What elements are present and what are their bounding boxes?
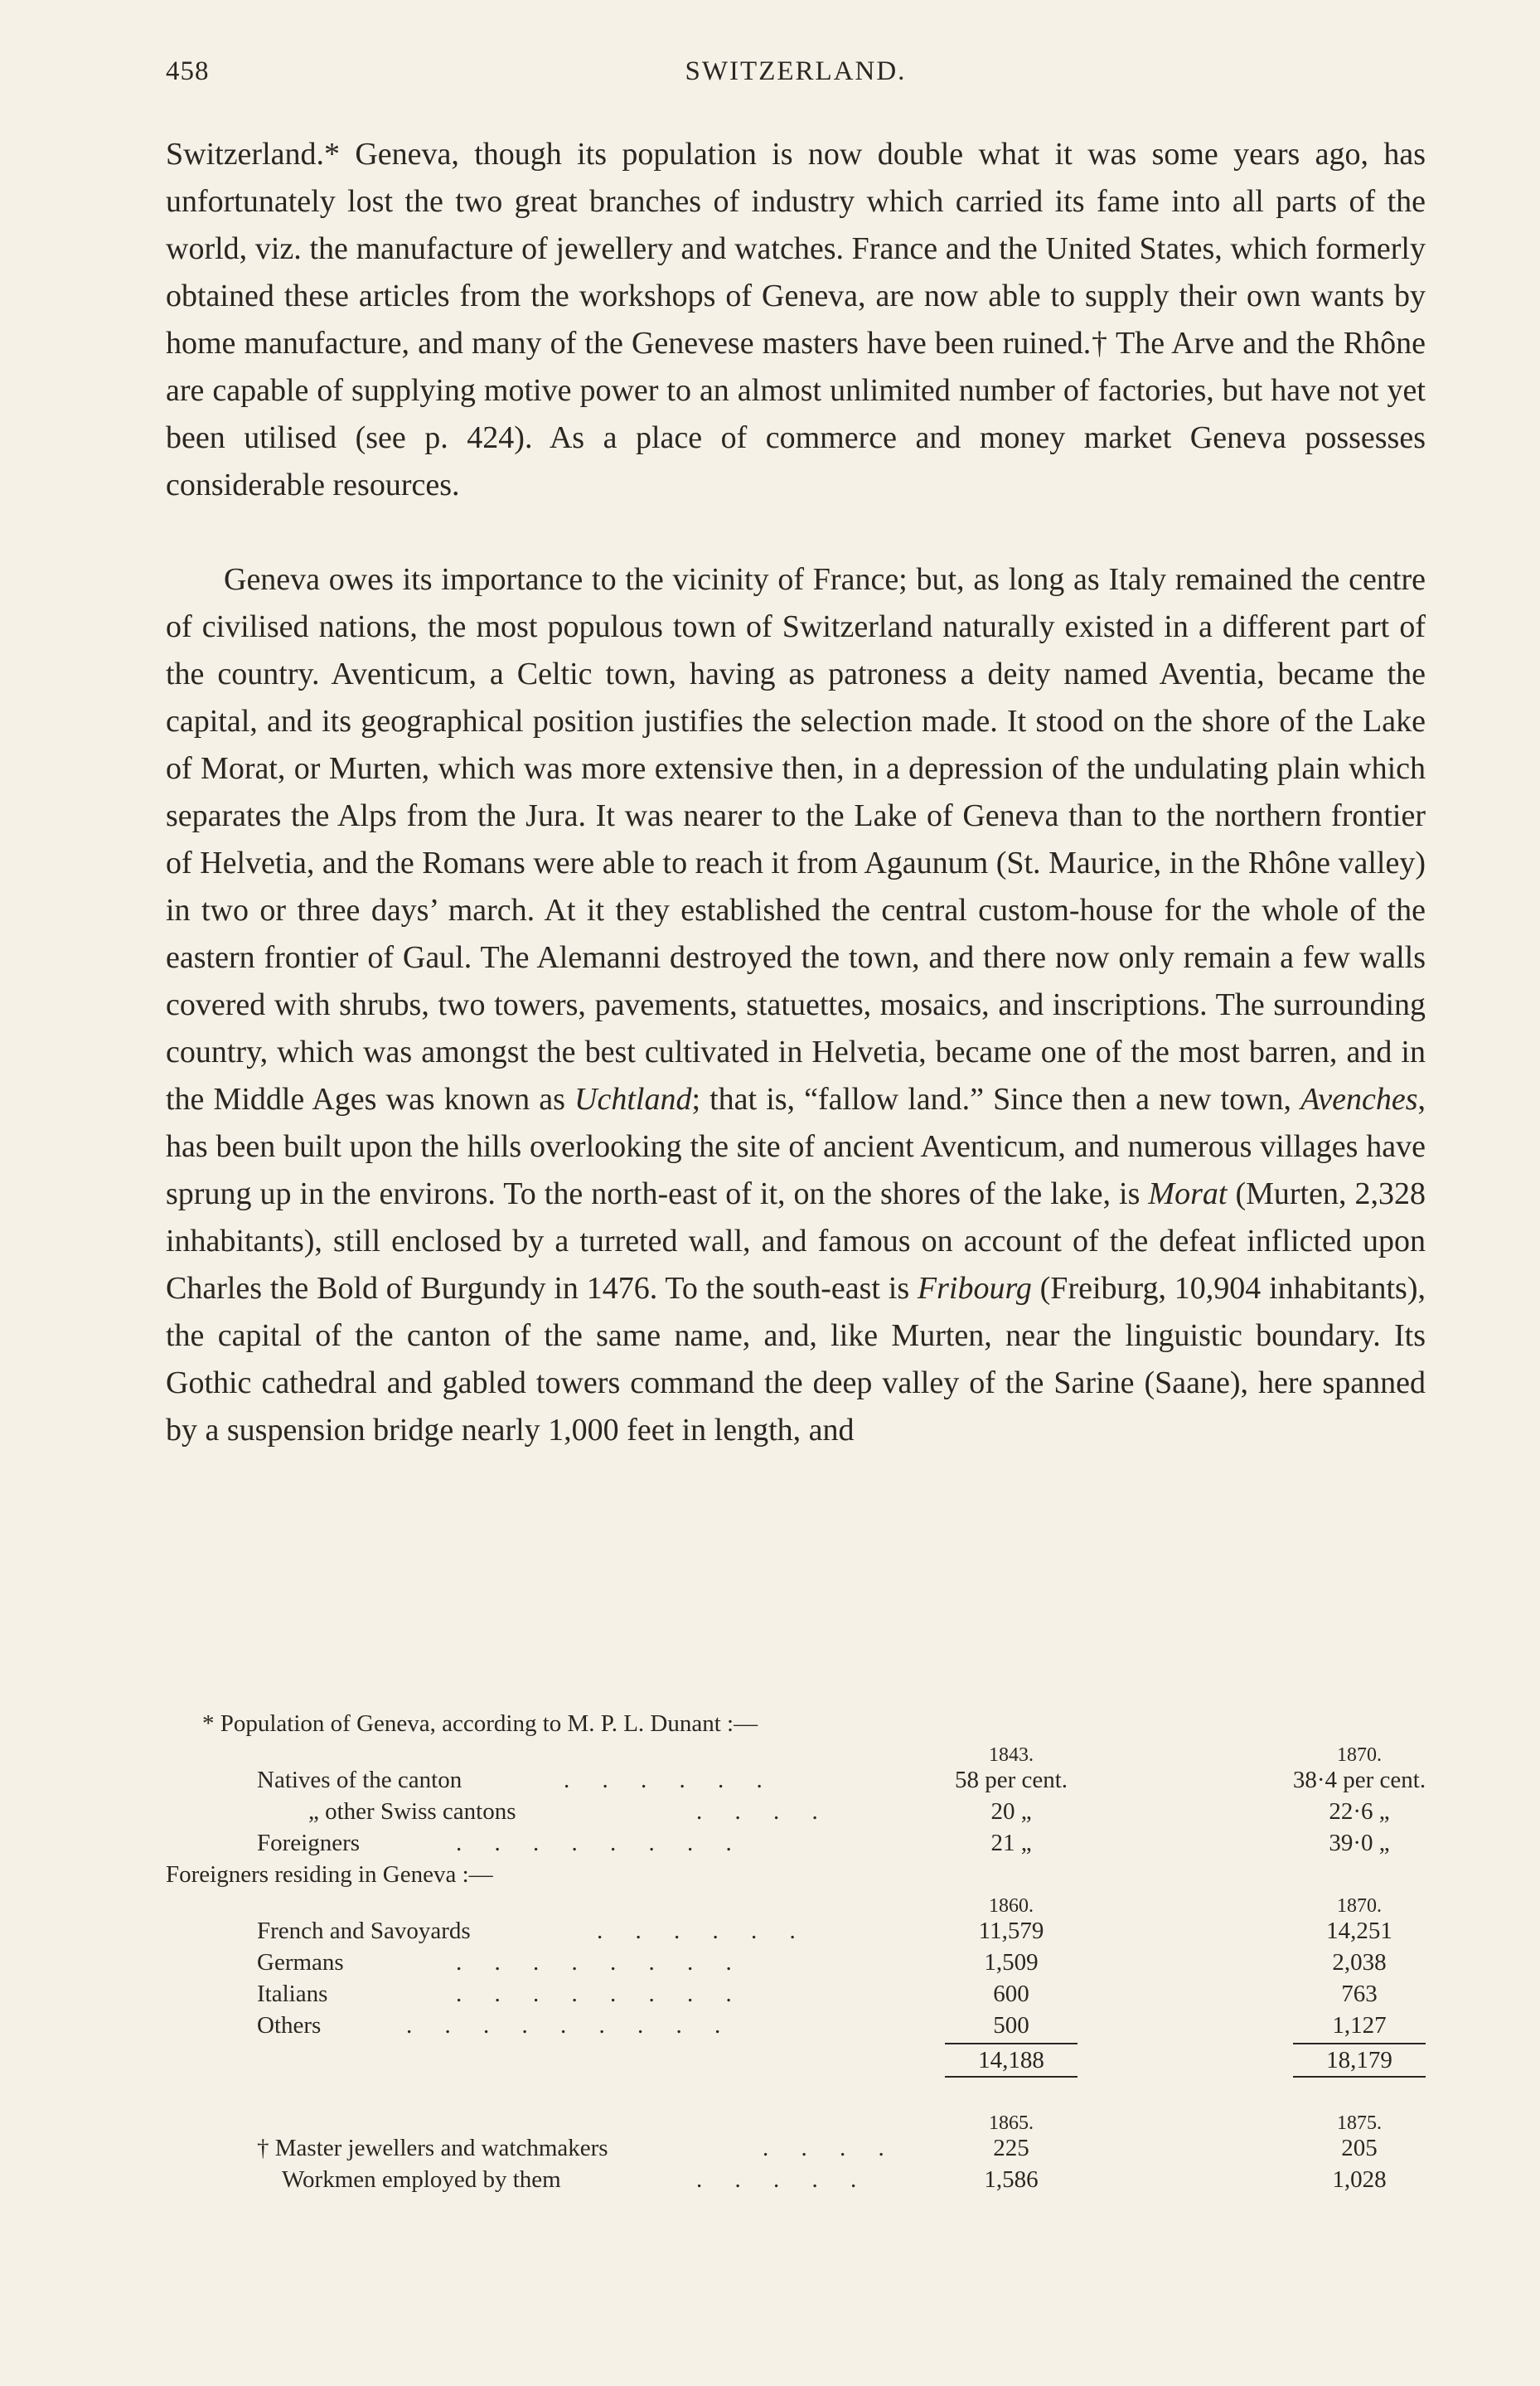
- main-text: [166, 131, 1426, 1454]
- table-row: Others . . . . . . . . . 500 1,127: [257, 2012, 1387, 2039]
- table-row: Italians . . . . . . . . 600 763: [257, 1981, 1378, 2007]
- place-fribourg: Fribourg: [917, 1271, 1032, 1306]
- year-heading: 1865.: [989, 2112, 1034, 2134]
- place-avenches: Avenches: [1300, 1082, 1418, 1117]
- rule: [1293, 2076, 1426, 2078]
- total-1870: 18,179: [1326, 2047, 1392, 2073]
- paragraph-2: Geneva owes its importance to the vicinity of France; but, as long as Italy remained the centre of civilised nations, the most populous town of Switzerland naturally existed in a different part of the country. Aventicum, a Celtic town, having as patroness a deity named Aventia, became the capital, and its geographical position justifies the selection made. It stood on the shore of the Lake of Morat, or Murten, which was more extensive then, in a depression of the undulating plain which separates the Alps from the Jura. It was nearer to the Lake of Geneva than to the northern frontier of Helvetia, and the Romans were able to reach it from Agaunum (St. Maurice, in the Rhône valley) in two or three days’ march. At it they established the central custom-house for the whole of the eastern frontier of Gaul. The Alemanni destroyed the town, and there now only remain a few walls covered with shrubs, two towers, pavements, statuettes, mosaics, and inscriptions. The surrounding country, which was amongst the best cultivated in Helvetia, became one of the most barren, and in the Middle Ages was known as Uchtland; that is, “fallow land.” Since then a new town, Avenches, has been built upon the hills overlooking the site of ancient Aventicum, and numerous villages have sprung up in the environs. To the north-east of it, on the shores of the lake, is Morat (Murten, 2,328 inhabitants), still enclosed by a turreted wall, and famous on account of the defeat inflicted upon Charles the Bold of Burgundy in 1476. To the south-east is Fribourg (Freiburg, 10,904 inhabitants), the capital of the canton of the same name, and, like Murten, near the linguistic boundary. Its Gothic cathedral and gabled towers command the deep valley of the Sarine (Saane), here spanned by a suspension bridge nearly 1,000 feet in length, and: [166, 562, 1426, 1448]
- year-heading: 1860.: [989, 1895, 1034, 1917]
- table-row: „ other Swiss cantons . . . . 20 „ 22·6 „: [308, 1798, 1390, 1825]
- page-number: 458: [166, 56, 210, 86]
- jewellers-year-row: [166, 2107, 1426, 2132]
- table-row: † Master jewellers and watchmakers . . . . 225 205: [257, 2135, 1378, 2161]
- foreigners-table: [166, 1890, 1426, 2078]
- footnote-population-title: * Population of Geneva, according to M. P. L. Dunant :—: [202, 1710, 758, 1737]
- total-1860: 14,188: [978, 2047, 1044, 2073]
- table-row: Workmen employed by them . . . . . 1,586 1,028: [282, 2166, 1387, 2193]
- population-table: [166, 1739, 1426, 1859]
- page-header: [166, 56, 1426, 98]
- table-row: Germans . . . . . . . . 1,509 2,038: [257, 1949, 1387, 1976]
- running-title: SWITZERLAND.: [685, 56, 907, 86]
- paragraph-1: Switzerland.* Geneva, though its population is now double what it was some years ago, has unfortunately lost the two great branches of industry which carried its fame into all parts of the world, viz. the manufacture of jewellery and watches. France and the United States, which formerly obtained these articles from the workshops of Geneva, are now able to supply their own wants by home manufacture, and many of the Genevese masters have been ruined.† The Arve and the Rhône are capable of supplying motive power to an almost unlimited number of factories, but have not yet been utilised (see p. 424). As a place of commerce and money market Geneva possesses considerable resources.: [166, 137, 1426, 502]
- year-heading: 1870.: [1337, 1744, 1382, 1766]
- table-row: French and Savoyards . . . . . . 11,579 14,251: [257, 1918, 1392, 1944]
- population-year-row: [166, 1739, 1426, 1764]
- table-row: Natives of the canton . . . . . . 58 per cent. 38·4 per cent.: [257, 1767, 1426, 1793]
- year-heading: 1870.: [1337, 1895, 1382, 1917]
- year-heading: 1843.: [989, 1744, 1034, 1766]
- footnote-foreigners-title: Foreigners residing in Geneva :—: [166, 1861, 493, 1888]
- foreigners-year-row: [166, 1890, 1426, 1915]
- place-uchtland: Uchtland: [574, 1082, 692, 1117]
- place-morat: Morat: [1148, 1176, 1228, 1211]
- rule: [945, 2076, 1078, 2078]
- jewellers-table: [166, 2107, 1426, 2195]
- footnotes: [166, 1708, 1426, 2195]
- year-heading: 1875.: [1337, 2112, 1382, 2134]
- table-row: Foreigners . . . . . . . . 21 „ 39·0 „: [257, 1830, 1390, 1856]
- totals-row: [166, 2041, 1426, 2078]
